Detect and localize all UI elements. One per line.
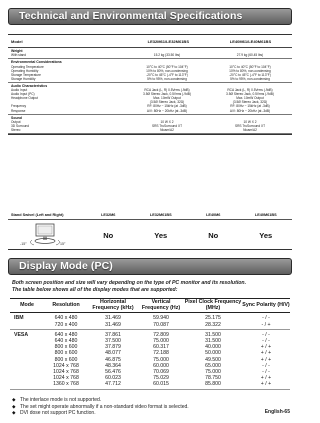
diamond-bullet-icon: ◆	[12, 403, 16, 409]
spec-section-title: Audio Characteristics	[11, 83, 48, 88]
resolution-cell: 640 x 480	[54, 338, 78, 345]
spec-value: Max. 10mW Output	[153, 96, 181, 101]
spec-section	[8, 83, 292, 115]
spec-value: SRS TruSurround XT	[234, 123, 266, 128]
vertical-frequency-cell: 75.000	[153, 356, 169, 363]
sync-polarity-cell: + / +	[260, 375, 272, 382]
note-text: The interlace mode is not supported.	[20, 397, 102, 403]
stand-swivel-table	[8, 211, 292, 250]
swivel-angle-right: 15°	[60, 242, 66, 246]
sync-polarity-cell: + / +	[260, 350, 272, 357]
resolution-cell: 800 x 600	[54, 356, 78, 363]
spec-value: Max. 10mW Output	[236, 96, 264, 101]
vertical-frequency-cell: 60.000	[153, 362, 169, 369]
spec-header-col1: LE32M61/LE32M61BS	[147, 38, 189, 44]
col-header-resolution: Resolution	[44, 299, 88, 313]
section-title-specs: Technical and Environmental Specifications	[19, 10, 243, 22]
col-header-horizontal-frequency: Horizontal Frequency (kHz)	[88, 299, 138, 313]
pixel-clock-cell: 31.500	[205, 331, 221, 338]
horizontal-frequency-cell: 48.077	[105, 350, 121, 357]
sync-polarity-cell: - / +	[242, 322, 290, 330]
notes-list	[12, 397, 189, 417]
stand-model: LE32M6	[101, 213, 116, 217]
col-header-mode: Mode	[10, 299, 44, 313]
spec-label: Operating Temperature	[11, 64, 44, 69]
spec-section	[8, 48, 292, 59]
stand-swivel-values	[8, 220, 292, 250]
vertical-frequency-cell: 59.940	[153, 315, 169, 322]
pixel-clock-cell: 85.800	[184, 381, 242, 389]
horizontal-frequency-cell: 60.023	[105, 375, 121, 382]
note-text: The set might operate abnormally if a non-standard video format is selected.	[20, 403, 189, 410]
col-header-pixel-clock: Pixel Clock Frequency (MHz)	[184, 299, 242, 312]
horizontal-frequency-cell: 47.712	[88, 381, 138, 389]
pixel-clock-cell: 75.000	[205, 369, 221, 376]
sync-polarity-cell: - / -	[262, 315, 270, 322]
spec-label: Stereo	[11, 128, 21, 133]
horizontal-frequency-cell: 56.476	[105, 369, 121, 376]
spec-value: -20°C to 45°C (-4°F to 113°F)	[146, 72, 188, 77]
spec-value: 15.2 kg (33.50 lbs)	[153, 53, 181, 58]
spec-section	[8, 59, 292, 83]
spec-value: 10% to 80%, non-condensing	[229, 68, 271, 73]
sync-polarity-cell: + / +	[260, 356, 272, 363]
display-mode-header-row	[10, 299, 290, 313]
spec-value: Nicam/A2	[160, 128, 174, 133]
resolution-cell: 800 x 600	[54, 350, 78, 357]
spec-value: RCA Jack (L, R) 0.5Vrms (-9dB)	[144, 88, 190, 93]
spec-header-col2: LE40M61/LE40M61BS	[229, 38, 272, 44]
sync-polarity-cell: - / -	[262, 362, 270, 369]
stand-swivel-value: No	[208, 230, 219, 240]
display-mode-table	[10, 298, 290, 390]
spec-label: 3D Surround	[11, 123, 30, 128]
diamond-bullet-icon: ◆	[12, 410, 16, 415]
col-header-vertical-frequency: Vertical Frequency (Hz)	[138, 299, 184, 313]
col-header-sync-polarity: Sync Polarity (H/V)	[242, 299, 290, 313]
spec-value: 3.5Ø Stereo Jack, 0.5Vrms (-9dB)	[143, 92, 191, 97]
vertical-frequency-cell: 60.317	[153, 344, 169, 351]
resolution-cell: 1360 x 768	[44, 381, 88, 389]
spec-row	[8, 128, 292, 132]
horizontal-frequency-cell: 31.469	[88, 322, 138, 330]
sync-polarity-cell: + / +	[260, 344, 272, 351]
spec-value: RF: 80Hz ~ 15kHz (at -3dB)	[230, 104, 270, 109]
pixel-clock-cell: 25.175	[205, 315, 221, 322]
spec-value: Nicam/A2	[243, 128, 257, 133]
spec-value: RF: 80Hz ~ 15kHz (at -3dB)	[147, 104, 187, 109]
mode-name	[10, 381, 44, 389]
table-row	[10, 329, 290, 338]
resolution-cell: 640 x 480	[54, 331, 78, 338]
horizontal-frequency-cell: 48.364	[105, 362, 121, 369]
horizontal-frequency-cell: 37.500	[105, 338, 121, 345]
spec-value: (3.5Ø Stereo Jack, 32Ω)	[232, 100, 268, 105]
vertical-frequency-cell: 70.069	[153, 369, 169, 376]
stand-swivel-value: No	[103, 230, 114, 240]
section-title-display-mode: Display Mode (PC)	[19, 260, 113, 272]
pixel-clock-cell: 78.750	[205, 375, 221, 382]
spec-label: Response	[11, 108, 26, 113]
section-banner-display-mode	[8, 258, 292, 275]
mode-name: IBM	[14, 315, 24, 322]
spec-value: 10 W X 2	[160, 119, 174, 124]
spec-value: 27.9 kg (60.45 lbs)	[236, 53, 264, 58]
spec-section	[8, 115, 292, 134]
sync-polarity-cell: - / -	[262, 331, 270, 338]
pixel-clock-cell: 50.000	[205, 350, 221, 357]
spec-label: Storage Humidity	[11, 76, 36, 81]
vertical-frequency-cell: 70.087	[138, 322, 184, 330]
horizontal-frequency-cell: 46.875	[105, 356, 121, 363]
resolution-cell: 1024 x 768	[53, 369, 79, 376]
resolution-cell: 640 x 480	[54, 315, 78, 322]
horizontal-frequency-cell: 31.469	[105, 315, 121, 322]
spec-row	[8, 109, 292, 113]
spec-table	[8, 34, 292, 135]
stand-swivel-value: Yes	[259, 230, 273, 240]
spec-row	[8, 53, 292, 57]
pixel-clock-cell: 28.322	[184, 322, 242, 330]
pixel-clock-cell: 40.000	[205, 344, 221, 351]
intro-line: Both screen position and size will vary depending on the type of PC monitor and its resolution.	[12, 280, 247, 286]
spec-value: A/V: 80Hz ~ 20kHz (at -3dB)	[229, 108, 271, 113]
spec-header-model: Model	[11, 38, 23, 44]
vertical-frequency-cell: 72.188	[153, 350, 169, 357]
note-item	[12, 410, 189, 417]
display-mode-intro	[12, 280, 292, 294]
spec-label: Headphone Output	[11, 96, 38, 101]
pixel-clock-cell: 31.500	[205, 338, 221, 345]
page-number: English-65	[264, 409, 290, 415]
stand-swivel-label: Stand Swivel (Left and Right)	[11, 213, 64, 217]
spec-label: Storage Temperature	[11, 72, 41, 77]
table-row	[10, 381, 290, 389]
sync-polarity-cell: - / -	[262, 369, 270, 376]
spec-value: A/V: 80Hz ~ 20kHz (at -3dB)	[146, 108, 188, 113]
resolution-cell: 720 x 400	[44, 322, 88, 330]
spec-value: RCA Jack (L, R) 0.5Vrms (-9dB)	[227, 88, 273, 93]
resolution-cell: 800 x 600	[54, 344, 78, 351]
spec-value: 10% to 80%, non-condensing	[146, 68, 188, 73]
intro-line: The table below shows all of the display modes that are supported:	[12, 287, 178, 293]
vertical-frequency-cell: 75.029	[153, 375, 169, 382]
stand-model: LE40M6	[206, 213, 221, 217]
pixel-clock-cell: 65.000	[205, 362, 221, 369]
spec-label: Operating Humidity	[11, 68, 39, 73]
spec-value: 10°C to 40°C (50°F to 104°F)	[146, 64, 188, 69]
spec-value: 5% to 95%, non-condensing	[230, 76, 270, 81]
stand-model: LE32M61BS	[149, 213, 172, 217]
vertical-frequency-cell: 72.809	[153, 331, 169, 338]
spec-value: (3.5Ø Stereo Jack, 32Ω)	[149, 100, 185, 105]
spec-value: 5% to 95%, non-condensing	[147, 76, 187, 81]
spec-value: 10 W X 2	[243, 119, 257, 124]
mode-name	[10, 322, 44, 330]
spec-section-title: Sound	[11, 115, 22, 120]
horizontal-frequency-cell: 37.861	[105, 331, 121, 338]
note-text: DVI dose not support PC function.	[20, 410, 96, 416]
section-banner-specs	[8, 8, 292, 25]
spec-value: 3.5Ø Stereo Jack, 0.5Vrms (-9dB)	[226, 92, 274, 97]
table-row	[10, 313, 290, 322]
spec-label: Frequency	[11, 104, 27, 109]
sync-polarity-cell: - / -	[262, 338, 270, 345]
resolution-cell: 1024 x 768	[53, 362, 79, 369]
stand-swivel-value: Yes	[154, 230, 168, 240]
spec-value: -20°C to 45°C (-4°F to 113°F)	[229, 72, 271, 77]
spec-label: Audio Input (PC)	[11, 92, 35, 97]
vertical-frequency-cell: 75.000	[153, 338, 169, 345]
stand-model: LE40M61BS	[254, 213, 277, 217]
spec-table-header	[8, 35, 292, 48]
diamond-bullet-icon: ◆	[12, 397, 16, 402]
swivel-diagram	[8, 220, 82, 250]
swivel-angle-left: -15°	[20, 242, 27, 246]
spec-label: Output	[11, 119, 21, 124]
spec-value: 10°C to 40°C (50°F to 104°F)	[229, 64, 271, 69]
table-row	[10, 322, 290, 330]
sync-polarity-cell: + / +	[242, 381, 290, 389]
spec-row	[8, 77, 292, 81]
stand-swivel-header	[8, 211, 292, 220]
spec-value: SRS TruSurround XT	[151, 123, 183, 128]
resolution-cell: 1024 x 768	[53, 375, 79, 382]
spec-label: With stand	[11, 53, 27, 58]
spec-label: Audio Input	[11, 88, 28, 93]
pixel-clock-cell: 49.500	[205, 356, 221, 363]
mode-name: VESA	[14, 331, 29, 338]
horizontal-frequency-cell: 37.879	[105, 344, 121, 351]
vertical-frequency-cell: 60.015	[138, 381, 184, 389]
spec-section-title: Weight	[11, 49, 23, 53]
spec-section-title: Environmental Considerations	[11, 60, 62, 65]
